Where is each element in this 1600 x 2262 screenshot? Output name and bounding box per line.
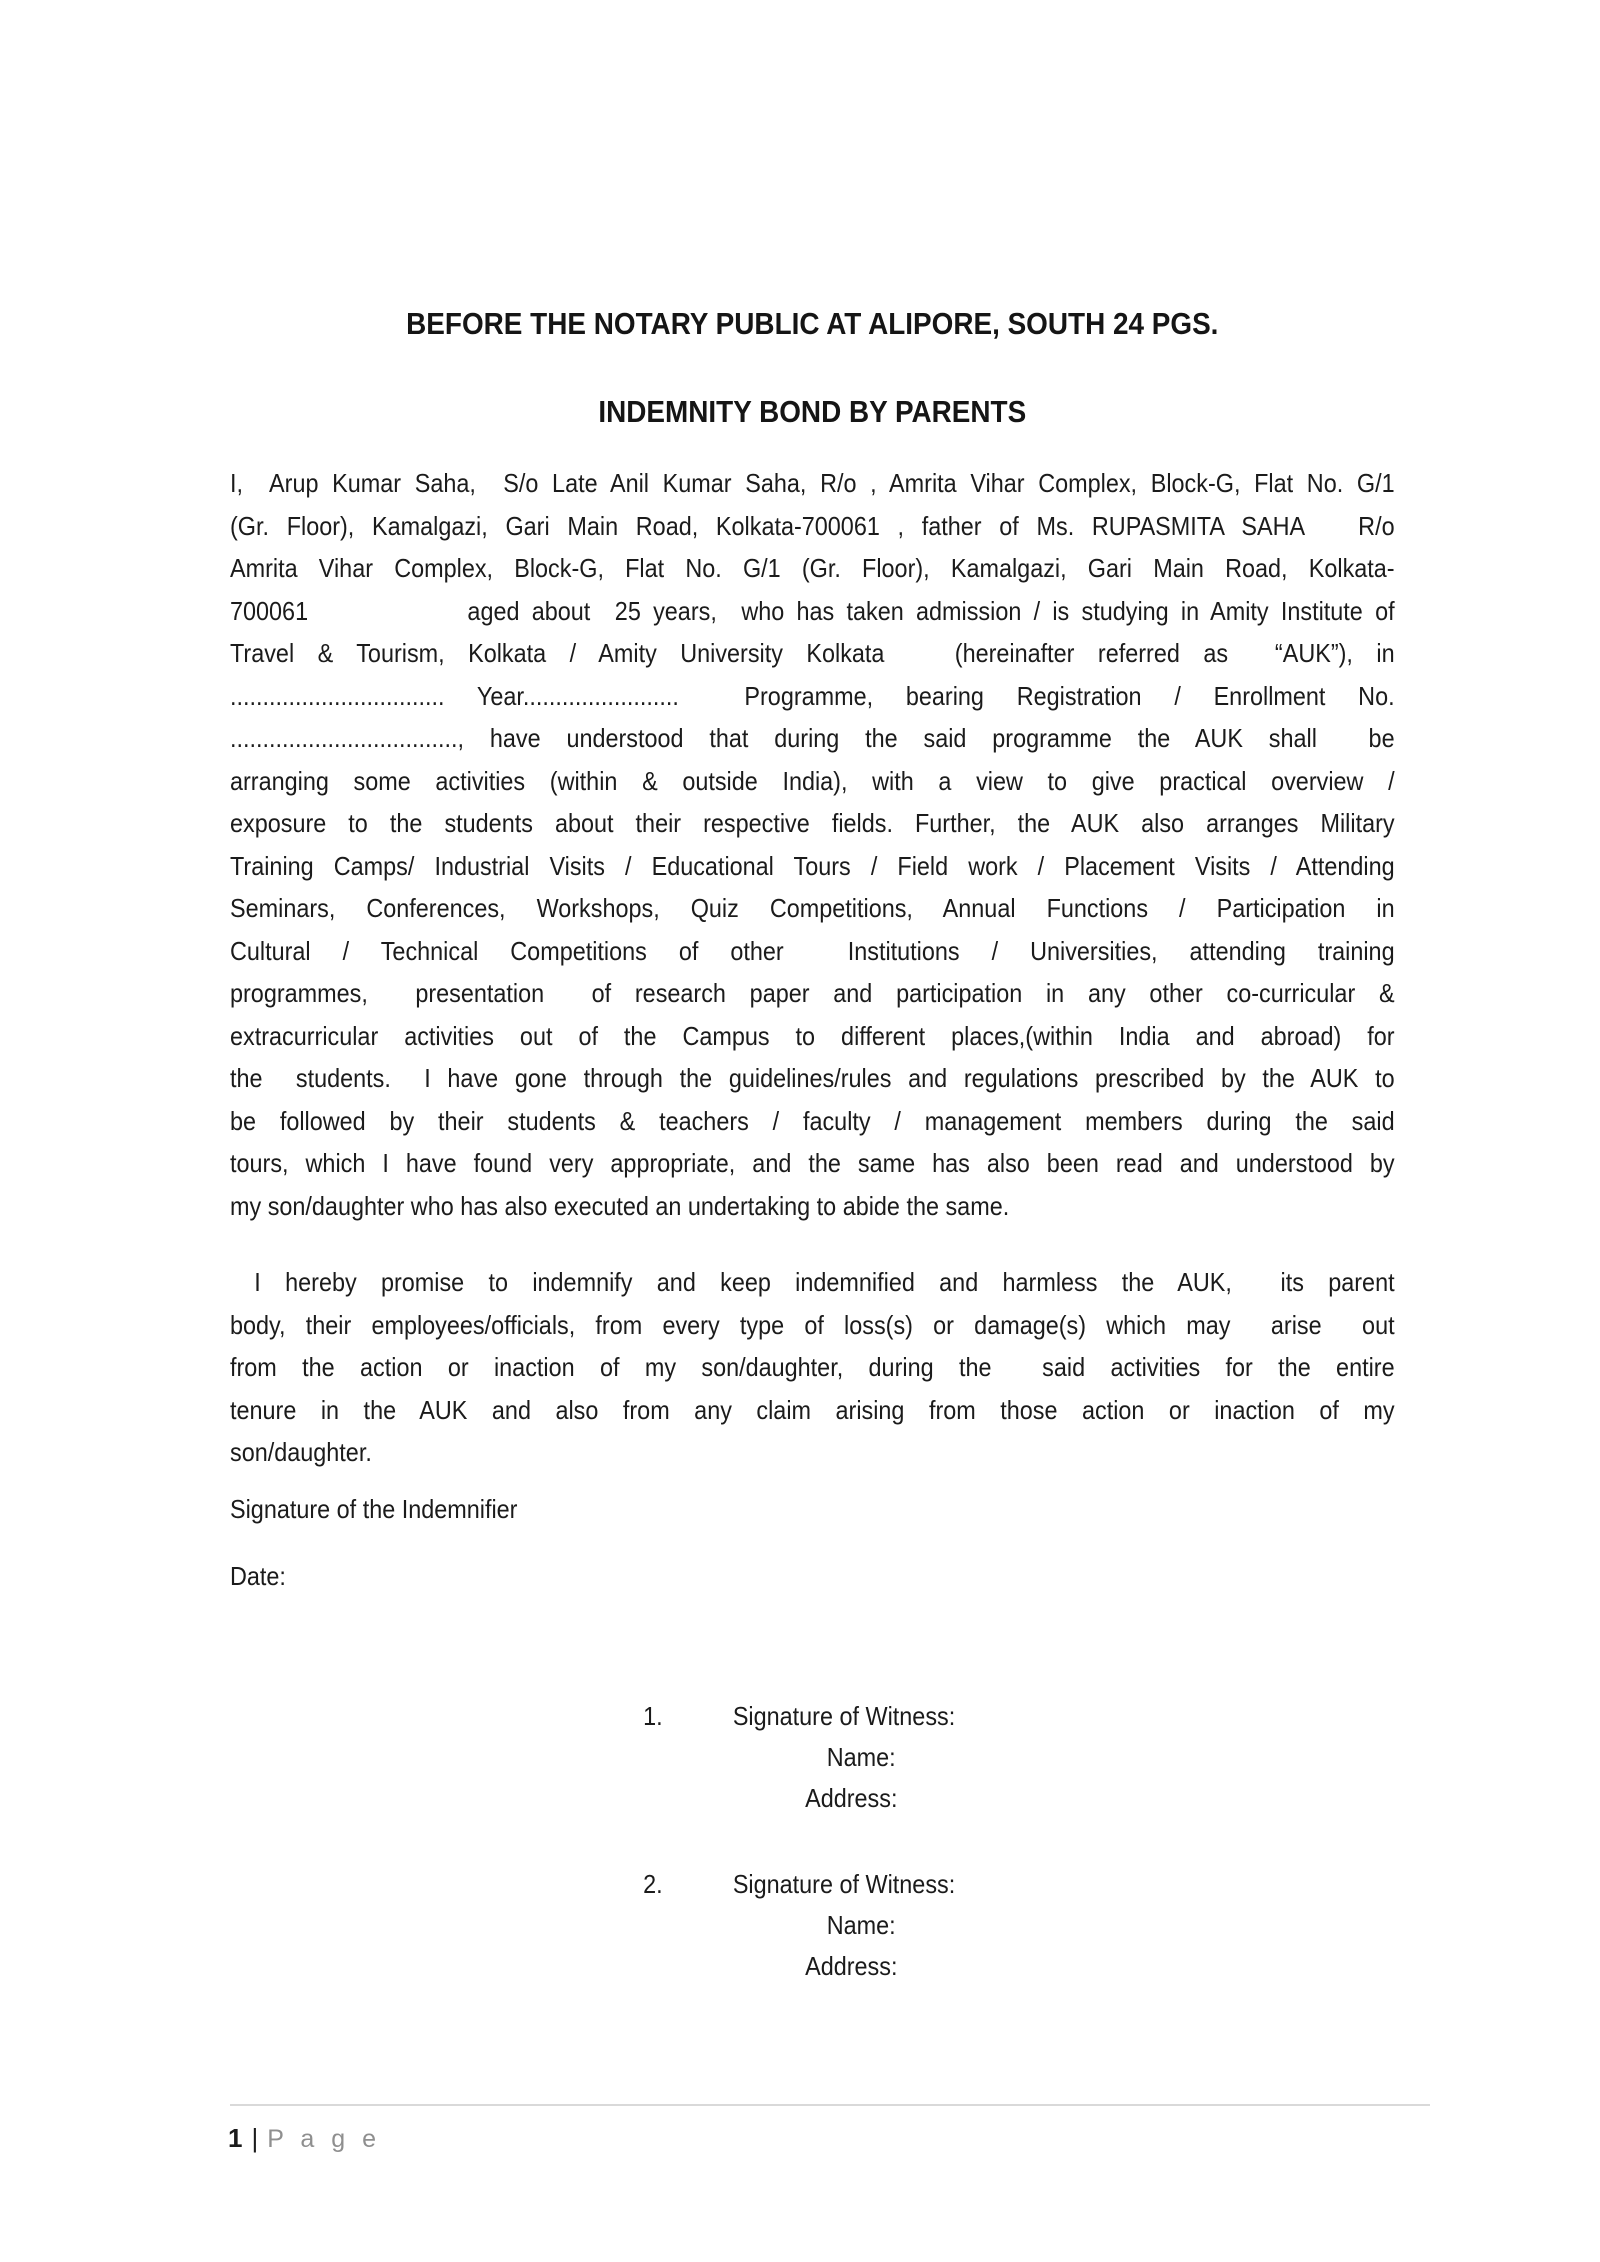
witness-1-number: 1.	[643, 1700, 663, 1731]
body-line-16: be followed by their students & teachers / faculty / management members during the said	[230, 1105, 1395, 1136]
body-line-3: Amrita Vihar Complex, Block-G, Flat No. G/1 (Gr. Floor), Kamalgazi, Gari Main Road, Kolkata-	[230, 553, 1395, 583]
body-line-6: ................................. Year........................ Programme, bearing Registration / Enrollment No.	[230, 680, 1395, 711]
body-line-15: the students. I have gone through the guidelines/rules and regulations prescribed by the AUK to	[230, 1063, 1395, 1093]
document-content	[230, 0, 1395, 1987]
body-line-1: I, Arup Kumar Saha, S/o Late Anil Kumar Saha, R/o , Amrita Vihar Complex, Block-G, Flat No. G/1	[230, 468, 1395, 498]
body-line-17: tours, which I have found very appropriate, and the same has also been read and understood by	[230, 1148, 1395, 1178]
date-label: Date:	[230, 1560, 286, 1591]
body-line-4: 700061 aged about 25 years, who has taken admission / is studying in Amity Institute of	[230, 595, 1395, 626]
body-line-23: son/daughter.	[230, 1437, 372, 1467]
indemnifier-signature-label: Signature of the Indemnifier	[230, 1493, 518, 1524]
body-line-10: Training Camps/ Industrial Visits / Educational Tours / Field work / Placement Visits / Attending	[230, 850, 1395, 881]
body-line-22: tenure in the AUK and also from any claim arising from those action or inaction of my	[230, 1394, 1395, 1425]
body-line-7: ..................................., have understood that during the said programme the AUK shall be	[230, 723, 1395, 753]
witness-block-2	[230, 1864, 1395, 1987]
witness-2-name-label: Name:	[826, 1909, 896, 1940]
witness-2-address-label: Address:	[805, 1950, 898, 1981]
body-line-18: my son/daughter who has also executed an undertaking to abide the same.	[230, 1190, 1010, 1221]
witness-1-name-label: Name:	[826, 1741, 896, 1772]
body-line-14: extracurricular activities out of the Campus to different places,(within India and abroad) for	[230, 1020, 1395, 1051]
witness-1-address-label: Address:	[805, 1782, 898, 1813]
footer-page-number: 1	[228, 2123, 243, 2153]
paragraph-2	[230, 1261, 1395, 1474]
witness-2-number: 2.	[643, 1868, 663, 1899]
footer-divider	[230, 2104, 1430, 2106]
body-line-12: Cultural / Technical Competitions of other Institutions / Universities, attending training	[230, 935, 1395, 966]
body-line-13: programmes, presentation of research paper and participation in any other co-curricular &	[230, 978, 1395, 1008]
body-line-9: exposure to the students about their respective fields. Further, the AUK also arranges Military	[230, 808, 1395, 838]
witness-2-signature-label: Signature of Witness:	[732, 1868, 956, 1899]
witness-1-signature-label: Signature of Witness:	[732, 1700, 956, 1731]
witness-block-1	[230, 1696, 1395, 1819]
document-title: BEFORE THE NOTARY PUBLIC AT ALIPORE, SOUTH 24 PGS.	[406, 306, 1219, 341]
body-line-19: I hereby promise to indemnify and keep indemnified and harmless the AUK, its parent	[230, 1267, 1395, 1297]
body-line-5: Travel & Tourism, Kolkata / Amity University Kolkata (hereinafter referred as “AUK”), in	[230, 638, 1395, 668]
page-footer	[228, 2118, 381, 2159]
witness-1-signature-row	[230, 1696, 1395, 1737]
footer-separator: |	[251, 2123, 259, 2153]
body-line-2: (Gr. Floor), Kamalgazi, Gari Main Road, Kolkata-700061 , father of Ms. RUPASMITA SAHA R/o	[230, 510, 1395, 541]
body-line-11: Seminars, Conferences, Workshops, Quiz Competitions, Annual Functions / Participation in	[230, 893, 1395, 923]
body-line-21: from the action or inaction of my son/daughter, during the said activities for the entire	[230, 1352, 1395, 1382]
body-line-20: body, their employees/officials, from every type of loss(s) or damage(s) which may arise out	[230, 1309, 1395, 1340]
paragraph-1	[230, 462, 1395, 1227]
body-line-8: arranging some activities (within & outside India), with a view to give practical overview /	[230, 765, 1395, 796]
document-subtitle: INDEMNITY BOND BY PARENTS	[598, 394, 1027, 429]
footer-page-word: P a g e	[267, 2125, 382, 2153]
witness-2-signature-row	[230, 1864, 1395, 1905]
